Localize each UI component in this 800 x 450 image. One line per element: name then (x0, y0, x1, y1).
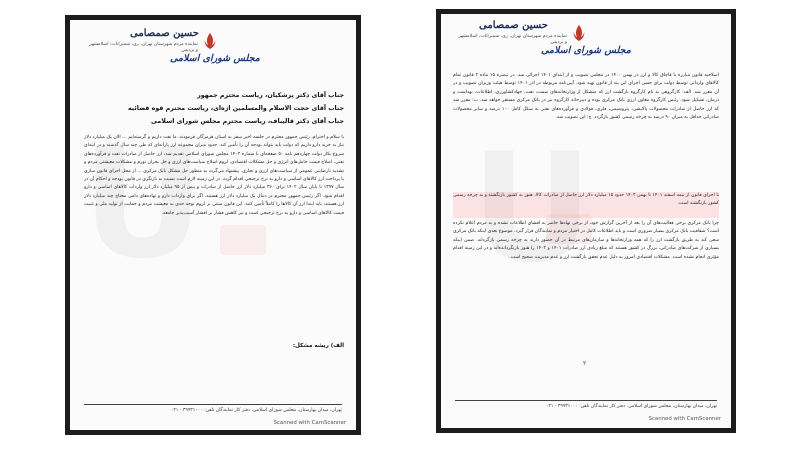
letter-footer: تهران، میدان بهارستان، مجلس شورای اسلامی، دفتر کار نمایندگان تلفن: ۳۹۹۳۱۰۰۰ - ۰۲۱ (170, 408, 342, 413)
letter-footer: تهران، میدان بهارستان، مجلس شورای اسلامی، دفتر کار نمایندگان تلفن: ۳۹۹۳۱۰۰۰ - ۰۲۱ (545, 404, 717, 409)
salutation-3: جناب آقای دکتر قالیباف، ریاست محترم مجلس شورای اسلامی (151, 118, 344, 125)
sender-name: حسین صمصامی (130, 28, 199, 39)
letter-body-top: اصلاحیه قانون مبارزه با قاچاق کالا و ارز در بهمن ۱۴۰۰ در مجلس تصویب و از ابتدای ۱۴۰۱ اجرائی شد. در تبصره ۱۵ ماده ۲ قانون تمام کالاهای وارداتی توسط دولت برای حسن اجرای این بند از قانون تهیه شود. آیین‌نامه مربوطه در اذر ۱۴۰۱ توسط هیئت وزیران تصویب و در آن مقرر شد. الف: کارگروهی به نام کارگروه بازگشت ارز که متشکل از وزارتخانه‌های صمت، نفت، جهادکشاورزی، اطلاعات، بهداشت و درمان، تشکیل شود. رئیس کارگروه معاون ارزی بانک مرکزی بوده و دبیرخانه کارگروه نیز در بانک مرکزی مستقر خواهد شد. ب: مقرر شد که ارز حاصل از صادرات محصولات پالایشی، پتروشیمی، فلزی، فولادی و فرآورده‌های نفتی به شکل کامل ۱۰۰ درصد و سایر محصولات صادراتی حداقل به میزان ۹۰ درصد به چرخه رسمی کشور بازگردد. ج: این تصویب شد. (453, 73, 719, 121)
letter-section-heading: الف) ریشه مشکل: (292, 343, 344, 349)
page-number: ۲ (583, 360, 587, 367)
sender-subtitle: نماینده مردم شهرستان تهران، ری، شمیرانات، اسلامشهر و پردیس (89, 42, 198, 53)
footer-divider (84, 404, 342, 405)
footer-divider (455, 400, 717, 401)
sender-subtitle: نماینده مردم شهرستان تهران، ری، شمیرانات، اسلامشهر و پردیس (458, 34, 567, 45)
letter-body: با سلام و احترام، رئیس جمهور محترم در جلسه اخیر سفر به استان هرمزگان فرمودند، ما نفت داریم و گرسنه‌ایم ... الان یک میلیارد دلار نیاز به خرید دارو داریم که دولت باید بتواند بودجه آن را تأمین کند. حدود میزان مجموعه ارز یارانه‌ای که طی چند سال گذشته و در ابتدای شروع بکار دولت چهاردهم نامه ۵۰ صفحه‌ای با شماره ۱۴۰۲ مجلس شورای اسلامی تقدیم شد، ارز حاصل از صادرات نفت و فرآورده‌های نفتی، اصلاح قیمت حامل‌های انرژی و حل مشکلات اقتصادی، لزوم اصلاح سیاست‌های ارزی و حل بحران تورم و مشکلات معیشتی مردم و تشدید نارضایتی عمومی از سیاست‌های ارزی و تجاری. پیشنهاد می‌گردد به منظور حل مشکل بانک مرکزی ... از محل اجرای قانون سازی با پرداخت ارز کالاهای اساسی و دارو به نرخ ترجیحی اقدام گردد. در این زمینه لازم است نسبت به بازنگری در قانون بودجه و احکام آن در سال ۱۳۹۷ تا پایان سال ۱۴۰۲ برای ۳۶۰ میلیارد دلار ارز حاصل از صادرات و بیش از ۹۵ میلیارد دلار ارز واردات کالاهای اساسی و دارو اقدام شود. اگر رئیس جمهور محترم در دنبال یک میلیارد دلار ارز هستند، اگر برای واردات دارو و نهاده‌های دامی محتاج چند میلیارد دلار ارز هستند، باید ابتدا ارز آن کالاها را کاملاً تأمین کنند. این قانون مبتنی بر لزوم توجه جدی به معیشت مردم و حمایت از تولید ملی و تثبیت قیمت کالاهای اساسی و دارو به نرخ ترجیحی است و نیز کاهش فشار بر اقشار آسیب‌پذیر جامعه. (84, 135, 344, 216)
iran-emblem-icon (202, 32, 218, 50)
sender-name: حسین صمصامی (479, 20, 548, 31)
letter-body-bottom: چرا بانک مرکزی برخی فعالیت‌های آن را بعد از آخرین گزارش خود، از برخی نهادها حاضر به افشای اطلاعات نشده و به مردم اعلام نکرده است؟ شفافیت بانک مرکزی بسیار ضروری است و باید اطلاعات کامل در اختیار مردم و نمایندگان قرار گیرد. موضوع بعدی اینکه بانک مرکزی سعی کند به طریق بازگشت ارز را که همه وزارتخانه‌ها و سازمان‌های مرتبط در آن حضور دارند به چرخه رسمی بازگرداند. ضمن اینکه بسیاری از شرکت‌های صادراتی، بزرگ در کشور هستند که مبلغ زیادی ارز صادرات ۱۴۰۱ و ۱۴۰۲ را هنوز بازنگردانده‌اند و در این زمینه اقدام مؤثری انجام نشده است. مشکلات اقتصادی امروز به دلیل عدم تحقق بازگشت ارز و عدم مدیریت صحیح است. (453, 221, 719, 260)
salutation-2: جناب آقای حجت الاسلام والمسلمین اژه‌ای، ریاست محترم قوه قضائیه (127, 105, 344, 112)
iran-emblem-icon (571, 24, 587, 42)
letter-page-1 (70, 20, 356, 430)
camscanner-label: Scanned with CamScanner (648, 416, 721, 422)
letter-body-highlighted: با اجرای قانون از نیمه اسفند ۱۴۰۱ تا بهمن ۱۴۰۲ حدود ۱۵ میلیارد دلار ارز حاصل از صادرات کالا، هنوز به کشور بازنگشته و به چرخه رسمی کشور بازنگشته است. (453, 192, 719, 218)
majlis-logo-text: مجلس شورای اسلامی (170, 53, 260, 64)
salutation-1: جناب آقای دکتر پزشکیان، ریاست محترم جمهور (197, 92, 344, 99)
camscanner-label: Scanned with CamScanner (273, 420, 346, 426)
letter-page-2 (441, 14, 731, 428)
majlis-logo-text: مجلس شورای اسلامی (541, 45, 631, 56)
